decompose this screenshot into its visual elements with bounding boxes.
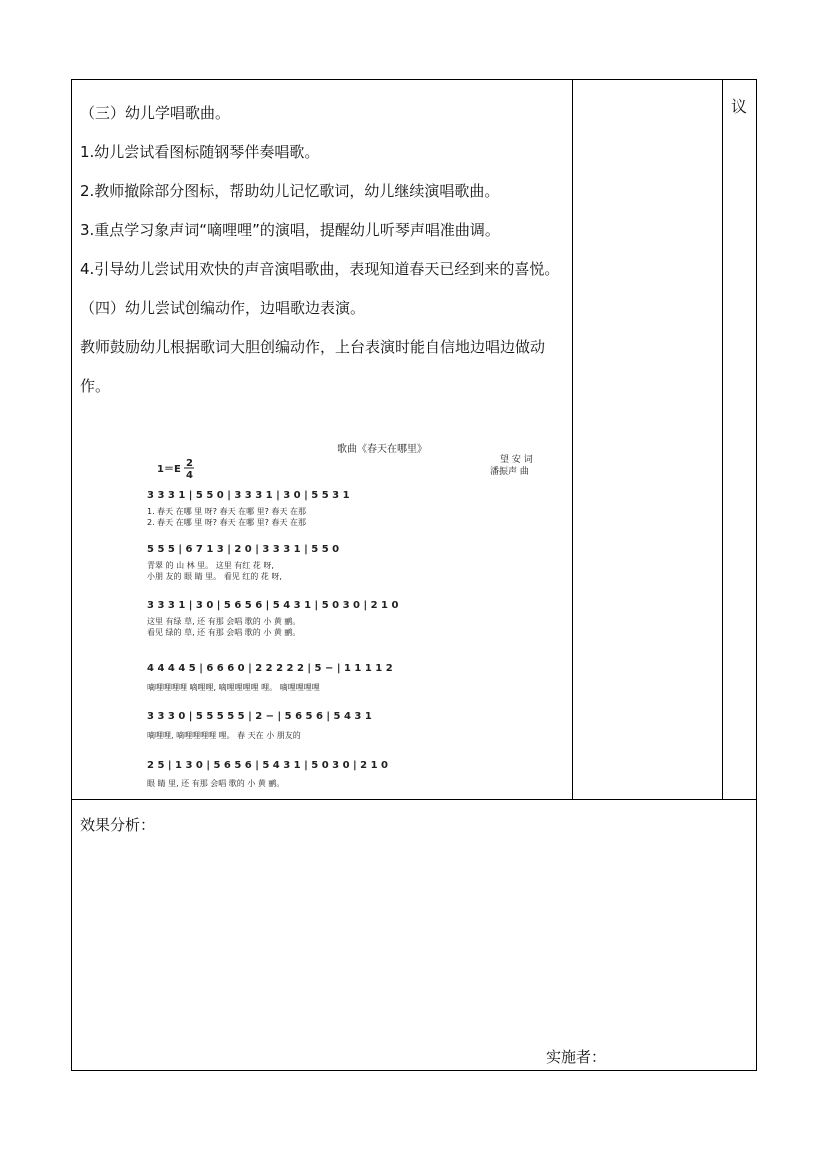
row6-notes: 2 5 | 1 3 0 | 5 6 5 6 | 5 4 3 1 | 5 0 3 0 | 2 1 0 — [147, 760, 388, 771]
step-2: 2.教师撤除部分图标，帮助幼儿记忆歌词，幼儿继续演唱歌曲。 — [80, 182, 500, 200]
row1-lyric2: 2. 春天 在哪 里 呀? 春天 在哪 里? 春天 在那 — [147, 518, 307, 527]
activity-content — [80, 94, 570, 406]
analysis-label: 效果分析： — [80, 816, 156, 834]
row2-lyric2: 小朋 友的 眼 睛 里。 看见 红的 花 呀, — [147, 572, 282, 581]
column-divider-1 — [572, 80, 573, 799]
time-sig-top: 2 — [186, 458, 193, 469]
row1-lyric1: 1. 春天 在哪 里 呀? 春天 在哪 里? 春天 在那 — [147, 507, 307, 516]
step-3: 3.重点学习象声词“嘀哩哩”的演唱，提醒幼儿听琴声唱准曲调。 — [80, 221, 500, 239]
implementer-label: 实施者： — [546, 1048, 607, 1066]
row3-notes: 3 3 3 1 | 3 0 | 5 6 5 6 | 5 4 3 1 | 5 0 3 0 | 2 1 0 — [147, 600, 399, 611]
row1-notes: 3 3 3 1 | 5 5 0 | 3 3 3 1 | 3 0 | 5 5 3 1 — [147, 490, 350, 501]
lesson-plan-table — [71, 79, 757, 1071]
encourage-text: 教师鼓励幼儿根据歌词大胆创编动作，上台表演时能自信地边唱边做动作。 — [80, 338, 546, 395]
score-title: 歌曲《春天在哪里》 — [337, 444, 427, 455]
row3-lyric2: 看见 绿的 草, 还 有那 会唱 歌的 小 黄 鹂。 — [147, 628, 301, 637]
side-label: 议 — [731, 97, 748, 116]
row4-lyric: 嘀哩哩哩哩 嘀哩哩, 嘀哩哩哩哩 哩。 嘀哩哩哩哩 — [147, 683, 320, 692]
row5-notes: 3 3 3 0 | 5 5 5 5 5 | 2 − | 5 6 5 6 | 5 4 3 1 — [147, 711, 372, 722]
section3-title: （三）幼儿学唱歌曲。 — [80, 104, 231, 122]
step-1: 1.幼儿尝试看图标随钢琴伴奏唱歌。 — [80, 143, 320, 161]
time-sig-bottom: 4 — [186, 470, 193, 481]
row-divider — [72, 799, 756, 800]
section4-title: （四）幼儿尝试创编动作，边唱歌边表演。 — [80, 299, 366, 317]
row6-lyric: 眼 睛 里, 还 有那 会唱 歌的 小 黄 鹂。 — [147, 779, 285, 788]
row5-lyric: 嘀哩哩, 嘀哩哩哩哩 哩。 春 天在 小 朋友的 — [147, 731, 301, 740]
row4-notes: 4 4 4 4 5 | 6 6 6 0 | 2 2 2 2 2 | 5 − | 1 1 1 1 2 — [147, 663, 393, 674]
column-divider-2 — [722, 80, 723, 799]
song-score — [102, 436, 552, 796]
step-4: 4.引导幼儿尝试用欢快的声音演唱歌曲，表现知道春天已经到来的喜悦。 — [80, 260, 560, 278]
row2-lyric1: 青翠 的 山 林 里。 这里 有红 花 呀, — [147, 561, 274, 570]
score-key: 1＝E — [157, 464, 181, 475]
lyricist: 望 安 词 — [500, 455, 533, 465]
row3-lyric1: 这里 有绿 草, 还 有那 会唱 歌的 小 黄 鹂。 — [147, 617, 301, 626]
composer: 潘振声 曲 — [490, 467, 529, 477]
row2-notes: 5 5 5 | 6 7 1 3 | 2 0 | 3 3 3 1 | 5 5 0 — [147, 544, 340, 555]
